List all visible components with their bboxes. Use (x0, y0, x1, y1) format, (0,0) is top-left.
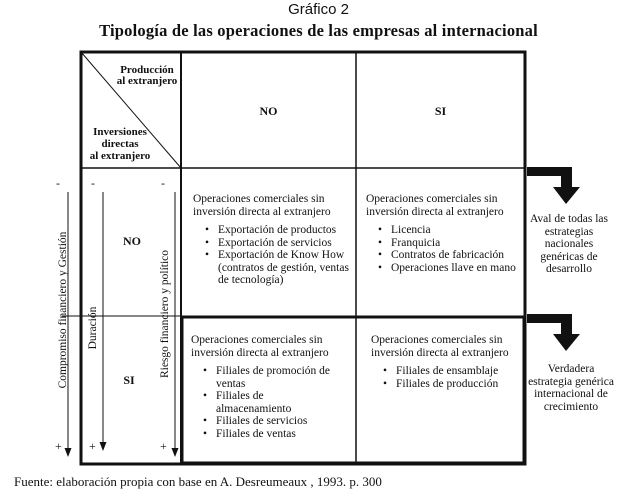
column-header-no: NO (259, 104, 278, 118)
axis-compromiso-minus: - (56, 176, 60, 190)
list-item: • Filiales de producción (371, 378, 521, 391)
cell-title: Operaciones comerciales sin inversión directa al extranjero (191, 334, 329, 359)
axis-compromiso-label: Compromiso financiero y Gestión (57, 231, 69, 389)
source-note: Fuente: elaboración propia con base en A. Desreumeaux , 1993. p. 300 (14, 474, 382, 489)
cell-si-no (191, 334, 341, 440)
list-item: • Filiales de almacenamiento (191, 390, 341, 415)
list-item: • Filiales de servicios (191, 415, 341, 428)
cell-title: Operaciones comerciales sin inversión directa al extranjero (371, 334, 509, 359)
cell-title: Operaciones comerciales sin inversión directa al extranjero (366, 193, 504, 218)
corner-bottom-label: Inversiones directas al extranjero (89, 126, 151, 162)
cell-item-list (366, 224, 520, 274)
list-item: • Exportación de productos (193, 224, 351, 237)
figure-caption: Gráfico 2 (288, 1, 349, 18)
outcome-arrow-row-si (527, 314, 580, 351)
axis-riesgo-plus: + (160, 439, 167, 453)
axis-riesgo-minus: - (161, 176, 165, 190)
cell-item-list (193, 224, 351, 287)
cell-no-si (366, 193, 520, 274)
list-item: • Exportación de servicios (193, 237, 351, 250)
list-item: • Licencia (366, 224, 520, 237)
axis-riesgo-label: Riesgo financiero y político (159, 249, 171, 379)
row-header-no: NO (123, 234, 141, 248)
list-item: • Filiales de ensamblaje (371, 365, 521, 378)
cell-item-list (371, 365, 521, 390)
outcome-arrow-row-no (527, 167, 580, 204)
axis-duracion-arrowhead (100, 442, 107, 451)
axis-duracion-label: Duración (87, 306, 99, 350)
list-item: • Contratos de fabricación (366, 249, 520, 262)
axis-compromiso-plus: + (55, 439, 62, 453)
column-header-si: SI (434, 104, 447, 118)
cell-no-no (193, 193, 351, 287)
list-item: • Filiales de promoción de ventas (191, 365, 341, 390)
outcome-text-row-si: Verdadera estrategia genérica internacional de crecimiento (528, 363, 614, 413)
axis-duracion-plus: + (89, 439, 96, 453)
list-item: • Operaciones llave en mano (366, 262, 520, 275)
corner-top-label: Producción al extranjero (116, 64, 178, 87)
axis-riesgo-arrowhead (172, 448, 179, 457)
list-item: • Exportación de Know How (contratos de gestión, ventas de tecnología) (193, 249, 351, 287)
list-item: • Filiales de ventas (191, 428, 341, 441)
cell-item-list (191, 365, 341, 440)
row-header-si: SI (123, 373, 135, 387)
axis-duracion-minus: - (91, 176, 95, 190)
cell-si-si (371, 334, 521, 390)
cell-title: Operaciones comerciales sin inversión directa al extranjero (193, 193, 331, 218)
list-item: • Franquicia (366, 237, 520, 250)
figure-title: Tipología de las operaciones de las empresas al internacional (99, 21, 538, 40)
axis-compromiso-arrowhead (65, 448, 72, 457)
outcome-text-row-no: Aval de todas las estrategias nacionales genéricas de desarrollo (529, 213, 609, 275)
